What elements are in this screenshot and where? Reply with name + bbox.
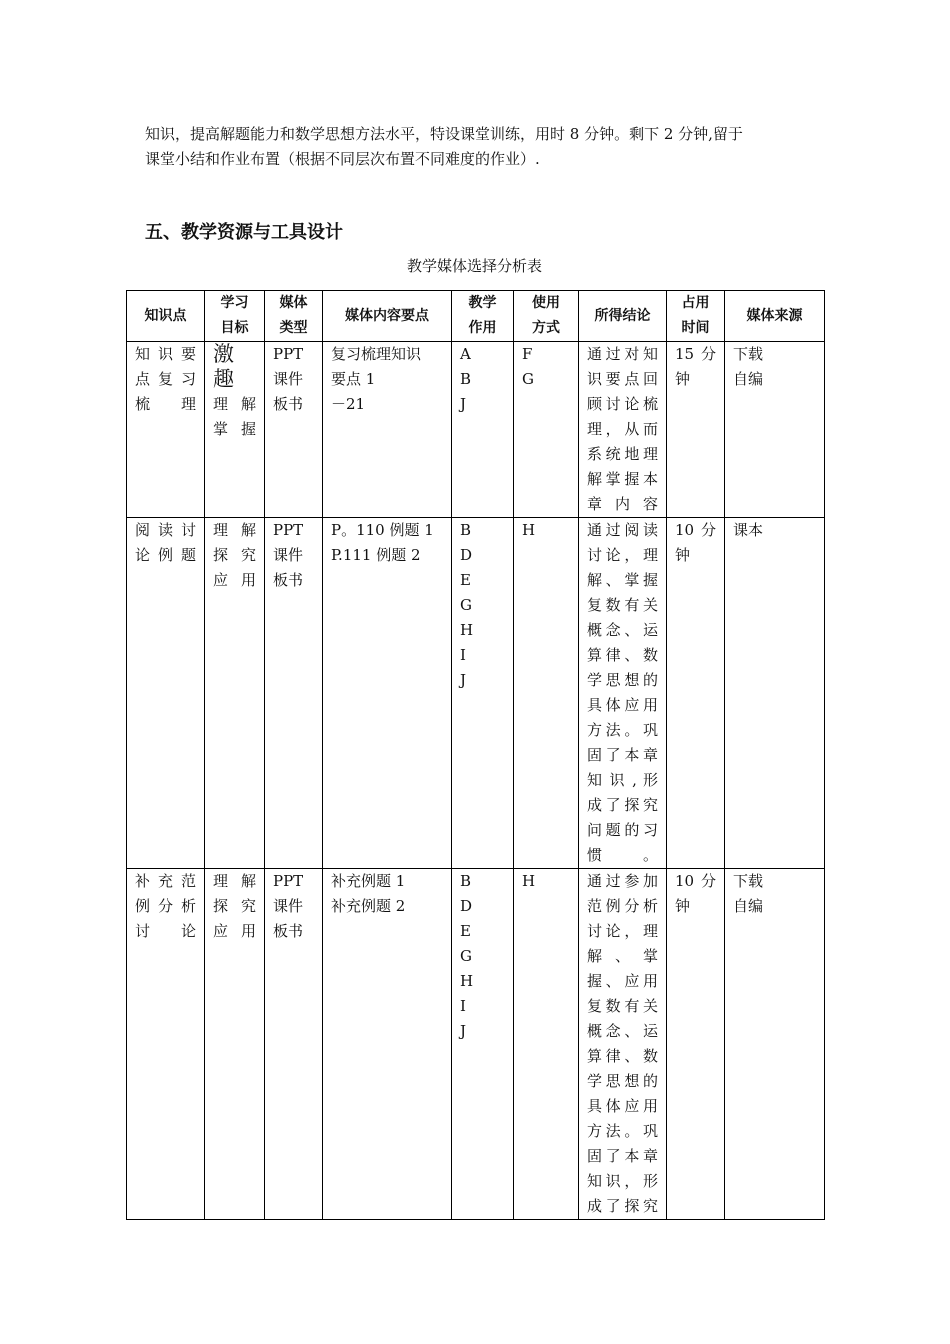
media-type-cell — [265, 869, 323, 1220]
cell-text: 理 解 — [213, 521, 256, 539]
cell-text: 成了探究 — [587, 796, 658, 814]
usage-cell — [514, 518, 579, 869]
header-cell — [452, 291, 514, 342]
cell-text: 算律、数 — [587, 646, 658, 664]
content-cell — [323, 869, 452, 1220]
cell-text: 探 究 — [213, 897, 256, 915]
cell-text: 概念、运 — [587, 621, 658, 639]
table-caption: 教学媒体选择分析表 — [406, 257, 542, 275]
source-cell — [725, 518, 825, 869]
source-cell — [725, 342, 825, 518]
time-cell — [667, 342, 725, 518]
header-cell — [323, 291, 452, 342]
cell-text: H — [522, 521, 536, 539]
header-text: 媒体 — [279, 295, 308, 311]
header-cell — [579, 291, 667, 342]
cell-text: 概念、运 — [587, 1022, 658, 1040]
role-cell — [452, 518, 514, 869]
cell-text: 章内容 — [587, 495, 658, 513]
table-header-row — [127, 291, 825, 342]
header-text: 知识点 — [144, 307, 187, 324]
cell-text: PPT — [273, 345, 304, 363]
cell-text: 板书 — [273, 922, 304, 940]
cell-text: P.111 例题 2 — [331, 546, 421, 564]
header-text: 教学 — [468, 295, 497, 311]
source-cell — [725, 869, 825, 1220]
header-text: 学习 — [220, 295, 249, 311]
cell-text: 知识，形 — [587, 1172, 658, 1190]
cell-text: 理 解 — [213, 872, 256, 890]
cell-text: D — [460, 546, 473, 564]
cell-text: 掌握 — [213, 420, 256, 438]
usage-cell — [514, 342, 579, 518]
goal-cell — [205, 342, 265, 518]
cell-text: 探 究 — [213, 546, 256, 564]
conclusion-cell — [579, 518, 667, 869]
cell-text: E — [460, 571, 471, 589]
usage-cell — [514, 869, 579, 1220]
header-cell — [127, 291, 205, 342]
cell-text: 解、掌握 — [587, 571, 658, 589]
cell-text: 钟 — [675, 546, 691, 564]
cell-text: B — [460, 521, 472, 539]
cell-text: 下载 — [733, 872, 764, 890]
content-cell — [323, 342, 452, 518]
cell-text: 下载 — [733, 345, 764, 363]
content-cell — [323, 518, 452, 869]
cell-text: 系统地理 — [587, 445, 658, 463]
cell-text: J — [460, 671, 467, 689]
media-type-cell — [265, 342, 323, 518]
cell-text: H — [460, 972, 474, 990]
cell-text: 课件 — [273, 546, 304, 564]
cell-text: 梳理 — [135, 395, 196, 413]
conclusion-cell — [579, 342, 667, 518]
cell-text: 学思想的 — [587, 1072, 658, 1090]
cell-text: 通过对知 — [587, 345, 658, 363]
cell-text: 具体应用 — [587, 1097, 658, 1115]
conclusion-cell — [579, 869, 667, 1220]
header-text: 使用 — [532, 295, 560, 311]
knowledge-cell — [127, 518, 205, 869]
goal-cell — [205, 518, 265, 869]
cell-text: H — [460, 621, 474, 639]
cell-text: 知识要 — [135, 345, 196, 363]
header-cell — [725, 291, 825, 342]
cell-text: 讨论，理 — [587, 546, 658, 564]
media-type-cell — [265, 518, 323, 869]
cell-text: 应用 — [213, 922, 256, 940]
cell-text: 解掌握本 — [587, 470, 658, 488]
knowledge-cell — [127, 342, 205, 518]
header-text: 类型 — [279, 320, 308, 336]
cell-text: 课件 — [273, 370, 304, 388]
cell-text: 10 分 — [675, 521, 716, 539]
cell-text: A — [460, 345, 471, 363]
cell-text: PPT — [273, 872, 304, 890]
table-row — [127, 342, 825, 518]
cell-text: I — [460, 997, 466, 1015]
cell-text: 复习梳理知识 — [331, 345, 422, 363]
knowledge-cell — [127, 869, 205, 1220]
cell-text: 算律、数 — [587, 1047, 658, 1065]
cell-text: 要点 1 — [331, 370, 376, 388]
cell-text: 通过阅读 — [587, 521, 658, 539]
table-row — [127, 518, 825, 869]
cell-text: 顾讨论梳 — [587, 395, 658, 413]
cell-text: 具体应用 — [587, 696, 658, 714]
cell-text: I — [460, 646, 466, 664]
cell-text: J — [460, 1022, 467, 1040]
cell-text: 知 识 , 形 — [587, 771, 658, 789]
cell-text: 方法。巩 — [587, 721, 658, 739]
cell-text: 应用 — [213, 571, 256, 589]
cell-text: 范例分析 — [587, 897, 658, 915]
cell-text: G — [460, 596, 472, 614]
cell-text: 讨论，理 — [587, 922, 658, 940]
cell-text: 识要点回 — [587, 370, 658, 388]
cell-text: H — [522, 872, 536, 890]
cell-text: 板书 — [273, 571, 304, 589]
intro-line-2: 课堂小结和作业布置（根据不同层次布置不同难度的作业）. — [145, 150, 540, 168]
cell-text: 例分析 — [135, 897, 196, 915]
cell-text: B — [460, 370, 472, 388]
cell-text: G — [460, 947, 472, 965]
cell-text: PPT — [273, 521, 304, 539]
goal-emphasis-text: 激 — [213, 342, 234, 366]
cell-text: 成了探究 — [587, 1197, 658, 1215]
cell-text: D — [460, 897, 473, 915]
cell-text: 学思想的 — [587, 671, 658, 689]
cell-text: 握、应用 — [587, 972, 658, 990]
section-heading: 五、教学资源与工具设计 — [145, 222, 343, 243]
header-text: 作用 — [468, 320, 497, 336]
cell-text: P。110 例题 1 — [331, 521, 434, 539]
cell-text: 方法。巩 — [587, 1122, 658, 1140]
cell-text: 理 解 — [213, 395, 256, 413]
cell-text: 10 分 — [675, 872, 716, 890]
cell-text: 惯。 — [587, 846, 658, 864]
time-cell — [667, 518, 725, 869]
intro-line-1: 知识，提高解题能力和数学思想方法水平，特设课堂训练，用时 8 分钟。剩下 2 分钟,留于 — [145, 125, 743, 143]
header-text: 方式 — [532, 320, 560, 336]
header-text: 占用 — [681, 295, 710, 311]
cell-text: 通过参加 — [587, 872, 658, 890]
cell-text: 讨论 — [135, 922, 196, 940]
role-cell — [452, 342, 514, 518]
header-text: 所得结论 — [594, 307, 651, 324]
goal-cell — [205, 869, 265, 1220]
cell-text: 自编 — [733, 370, 764, 388]
cell-text: 点复习 — [135, 370, 196, 388]
header-cell — [667, 291, 725, 342]
header-text: 媒体内容要点 — [345, 307, 429, 324]
table-row — [127, 869, 825, 1220]
cell-text: 课件 — [273, 897, 304, 915]
cell-text: 固了本章 — [587, 746, 658, 764]
header-cell — [205, 291, 265, 342]
header-text: 目标 — [220, 320, 249, 336]
media-analysis-table — [126, 290, 825, 1220]
cell-text: 固了本章 — [587, 1147, 658, 1165]
header-cell — [514, 291, 579, 342]
header-text: 时间 — [681, 320, 710, 336]
cell-text: 补充范 — [135, 872, 196, 890]
cell-text: G — [522, 370, 534, 388]
cell-text: 解 、 掌 — [587, 947, 658, 965]
time-cell — [667, 869, 725, 1220]
cell-text: 问题的习 — [587, 821, 658, 839]
goal-emphasis-text: 趣 — [213, 367, 234, 391]
header-cell — [265, 291, 323, 342]
cell-text: 补充例题 2 — [331, 897, 406, 915]
cell-text: 复数有关 — [587, 997, 658, 1015]
cell-text: 钟 — [675, 370, 691, 388]
cell-text: 钟 — [675, 897, 691, 915]
cell-text: 理，从而 — [587, 420, 658, 438]
cell-text: 论例题 — [135, 546, 196, 564]
cell-text: F — [522, 345, 533, 363]
cell-text: 课本 — [733, 521, 764, 539]
cell-text: 15 分 — [675, 345, 716, 363]
role-cell — [452, 869, 514, 1220]
cell-text: 阅读讨 — [135, 521, 196, 539]
cell-text: 复数有关 — [587, 596, 658, 614]
header-text: 媒体来源 — [746, 307, 803, 324]
cell-text: 自编 — [733, 897, 764, 915]
cell-text: J — [460, 395, 467, 413]
cell-text: －21 — [331, 395, 366, 413]
cell-text: 板书 — [273, 395, 304, 413]
cell-text: E — [460, 922, 471, 940]
cell-text: B — [460, 872, 472, 890]
cell-text: 补充例题 1 — [331, 872, 406, 890]
